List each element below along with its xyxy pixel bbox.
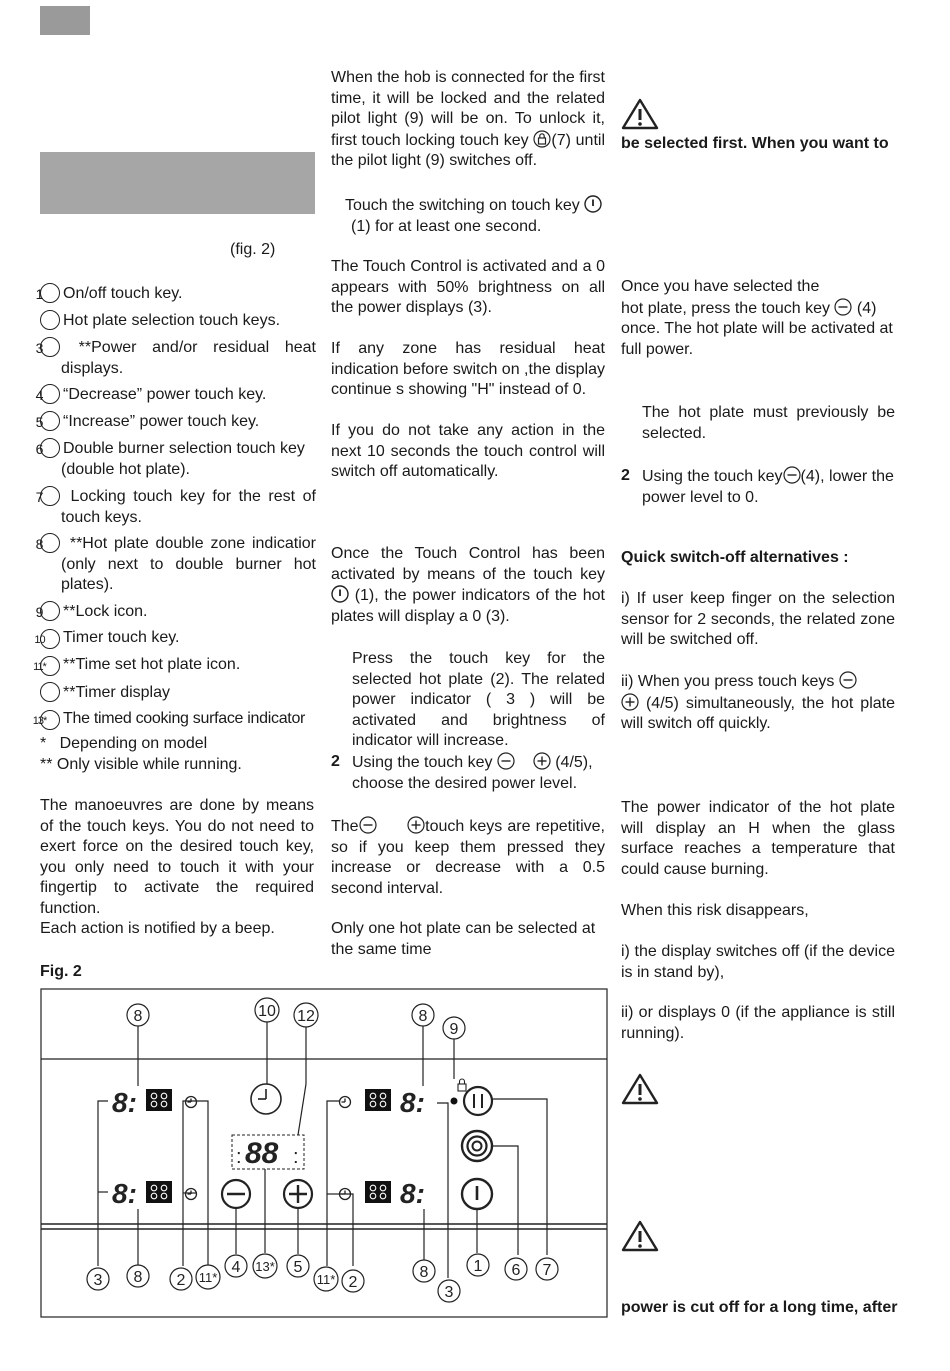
legend-item-12: **Timer display <box>40 682 316 704</box>
callout-8-bottom-right <box>413 1260 435 1282</box>
svg-text:9: 9 <box>449 1021 459 1038</box>
one-plate-paragraph: Only one hot plate can be selected at the same time <box>331 920 596 958</box>
power-cut-text: power is cut off for a long time, after <box>621 1299 898 1316</box>
power-display-right-top: 8: <box>400 1087 425 1118</box>
display-zero-text: ii) or displays 0 (if the appliance is still running). <box>621 1004 895 1042</box>
selected-first-text: be selected first. When you want to <box>621 135 889 152</box>
legend-mark: 6 <box>40 438 60 458</box>
lock-icon <box>458 1084 466 1091</box>
svg-text:2: 2 <box>176 1272 186 1289</box>
lock-pilot-light <box>451 1098 458 1105</box>
residual-heat-paragraph: The power indicator of the hot plate will display an H when the glass surface reaches a temperature that could cause burning. <box>621 799 895 878</box>
legend-mark: 3 <box>40 337 60 357</box>
callout-9 <box>443 1017 465 1039</box>
svg-text:12: 12 <box>297 1008 315 1025</box>
callout-13 <box>253 1254 277 1278</box>
legend-item-3: 3 **Power and/or residual heat displays. <box>35 339 316 377</box>
unlock-paragraph: When the hob is connected for the first time, it will be locked and the related pilot light (9) will be on. To unlock it, first touch locking touch key (7) until the pilot light (9) switches off. <box>331 69 606 170</box>
callout-5 <box>287 1255 309 1277</box>
legend-item-1: 1 On/off touch key. <box>35 285 183 302</box>
legend-item-2: Hot plate selection touch keys. <box>40 310 316 332</box>
note-visible: ** Only visible while running. <box>40 756 242 773</box>
minus-key-icon <box>834 298 852 316</box>
svg-text:5: 5 <box>293 1259 303 1276</box>
control-panel-diagram <box>40 988 608 1318</box>
hotplate-icon-right-top <box>365 1089 391 1111</box>
minus-key-icon <box>839 671 857 689</box>
activated-indicators-paragraph: Once the Touch Control has been activated by means of the touch key (1), the power indicators of the hot plates will display a 0 (3). <box>331 545 605 625</box>
power-display-left-top: 8: <box>112 1087 137 1118</box>
warning-icon <box>621 1073 659 1105</box>
legend-item-11: 11* **Time set hot plate icon. <box>40 655 316 676</box>
svg-text:7: 7 <box>542 1262 552 1279</box>
power-key-icon <box>584 195 602 213</box>
callout-8-top-left <box>127 1004 149 1026</box>
svg-text:13*: 13* <box>255 1259 275 1274</box>
warning-icon <box>621 1220 659 1252</box>
svg-text:4: 4 <box>231 1259 241 1276</box>
switch-off-option-2: ii) When you press touch keys (4/5) simultaneously, the hot plate will switch off quickly. <box>621 673 895 733</box>
legend-mark <box>40 310 60 330</box>
beep-text: Each action is notified by a beep. <box>40 920 275 937</box>
callout-7 <box>536 1258 558 1280</box>
hotplate-icon-right-bottom <box>365 1181 391 1203</box>
hotplate-icon-left-top <box>146 1089 172 1111</box>
legend-item-7: 7 Locking touch key for the rest of touch keys. <box>35 488 316 526</box>
power-display-right-bottom: 8: <box>400 1178 425 1209</box>
legend-mark: 13* <box>40 710 60 730</box>
minus-key-icon <box>783 466 801 484</box>
minus-key-icon <box>359 816 377 834</box>
plus-key-icon <box>533 752 551 770</box>
legend-mark: 4 <box>40 384 60 404</box>
callout-3-right <box>438 1280 460 1302</box>
full-power-paragraph: Once you have selected the hot plate, press the touch key (4) once. The hot plate will be activated at full power. <box>621 278 893 358</box>
switch-off-option-1: i) If user keep finger on the selection sensor for 2 seconds, the related zone will be switched off. <box>621 590 895 649</box>
locking-touch-key <box>464 1087 492 1115</box>
header-tab <box>40 6 90 35</box>
plus-key-icon <box>407 816 425 834</box>
repetitive-paragraph: The touch keys are repetitive, so if you keep them pressed they increase or decrease with a 0.5 second interval. <box>331 818 605 897</box>
legend-item-5: 5 “Increase” power touch key. <box>35 413 260 430</box>
legend-mark <box>40 682 60 702</box>
manoeuvres-text: The manoeuvres are done by means of the touch keys. You do not need to exert force on the desired touch key, you only need to touch it with your fingertip to activate the required function. <box>40 797 314 917</box>
callout-1 <box>467 1254 489 1276</box>
callout-8-bottom-left <box>127 1265 149 1287</box>
svg-text:1: 1 <box>473 1258 483 1275</box>
legend-mark: 7 <box>40 486 60 506</box>
risk-disappears-text: When this risk disappears, <box>621 902 809 919</box>
legend-mark: 10 <box>40 629 60 649</box>
legend-mark: 8 <box>40 533 60 553</box>
svg-text:8: 8 <box>419 1264 429 1281</box>
timer-icon-right-top <box>340 1097 351 1108</box>
power-display-left-bottom: 8: <box>112 1178 137 1209</box>
display-off-text: i) the display switches off (if the device is in stand by), <box>621 943 895 981</box>
legend-mark: 1 <box>40 283 60 303</box>
svg-text:8: 8 <box>418 1008 428 1025</box>
fig-label: Fig. 2 <box>40 963 82 980</box>
legend-mark: 9 <box>40 601 60 621</box>
section-header-box <box>40 152 315 214</box>
callout-6 <box>505 1258 527 1280</box>
callout-10 <box>255 998 279 1022</box>
previously-selected-paragraph: The hot plate must previously be selected. <box>642 404 895 442</box>
lower-power-paragraph: Using the touch key (4), lower the power level to 0. <box>642 468 894 506</box>
fig-reference: (fig. 2) <box>230 241 276 258</box>
svg-text:8: 8 <box>133 1269 143 1286</box>
note-depending: * Depending on model <box>40 735 208 752</box>
svg-text::: : <box>236 1146 242 1168</box>
legend-mark: 11* <box>40 656 60 676</box>
svg-text:11*: 11* <box>316 1272 336 1287</box>
legend-item-10: 10 Timer touch key. <box>40 628 316 649</box>
callout-8-top-right <box>412 1004 434 1026</box>
minus-key-icon <box>497 752 515 770</box>
svg-text:2: 2 <box>348 1274 358 1291</box>
timer-icon-left-bottom <box>186 1189 197 1200</box>
callout-3-left <box>87 1268 109 1290</box>
svg-text:11*: 11* <box>198 1270 218 1285</box>
plus-key-icon <box>621 693 639 711</box>
step-number: 2 <box>331 753 340 770</box>
hotplate-icon-left-bottom <box>146 1181 172 1203</box>
power-key-icon <box>331 585 349 603</box>
lock-key-icon <box>533 130 551 148</box>
legend-item-9: 9 **Lock icon. <box>35 603 148 620</box>
svg-text:3: 3 <box>93 1272 103 1289</box>
residual-paragraph: If any zone has residual heat indication before switch on ,the display continue s showing "H" instead of 0. <box>331 340 605 399</box>
svg-text:10: 10 <box>258 1003 276 1020</box>
svg-text:6: 6 <box>511 1262 521 1279</box>
legend-item-13: 13* The timed cooking surface indicator <box>40 709 316 730</box>
legend-item-4: 4 “Decrease” power touch key. <box>35 386 267 403</box>
auto-off-paragraph: If you do not take any action in the next 10 seconds the touch control will switch off automatically. <box>331 422 605 481</box>
svg-text:8: 8 <box>133 1008 143 1025</box>
warning-icon <box>621 98 659 130</box>
timer-display: 88 <box>245 1137 279 1170</box>
quick-switch-off-heading: Quick switch-off alternatives : <box>621 549 849 566</box>
callout-2-right <box>342 1270 364 1292</box>
svg-text::: : <box>293 1146 299 1168</box>
legend-mark: 5 <box>40 411 60 431</box>
callout-11-right <box>314 1267 338 1291</box>
legend-item-8: 8 **Hot plate double zone indicatior (only next to double burner hot plates). <box>35 535 316 594</box>
callout-2-left <box>170 1268 192 1290</box>
callout-12 <box>294 1003 318 1027</box>
timer-icon-left-top <box>186 1097 197 1108</box>
callout-11-left <box>196 1265 220 1289</box>
choose-power-paragraph: Using the touch key (4/5), choose the desired power level. <box>352 754 593 792</box>
select-plate-paragraph: Press the touch key for the selected hot plate (2). The related power indicator ( 3 ) will be activated and brightness of indicator will increase. <box>352 650 605 750</box>
svg-text:3: 3 <box>444 1284 454 1301</box>
step-number: 2 <box>621 467 630 484</box>
legend-item-6: 6 Double burner selection touch key (double hot plate). <box>35 440 305 478</box>
activated-paragraph: The Touch Control is activated and a 0 appears with 50% brightness on all the power displays (3). <box>331 258 605 317</box>
switch-on-paragraph: Touch the switching on touch key (1) for at least one second. <box>345 195 607 237</box>
callout-4 <box>225 1255 247 1277</box>
